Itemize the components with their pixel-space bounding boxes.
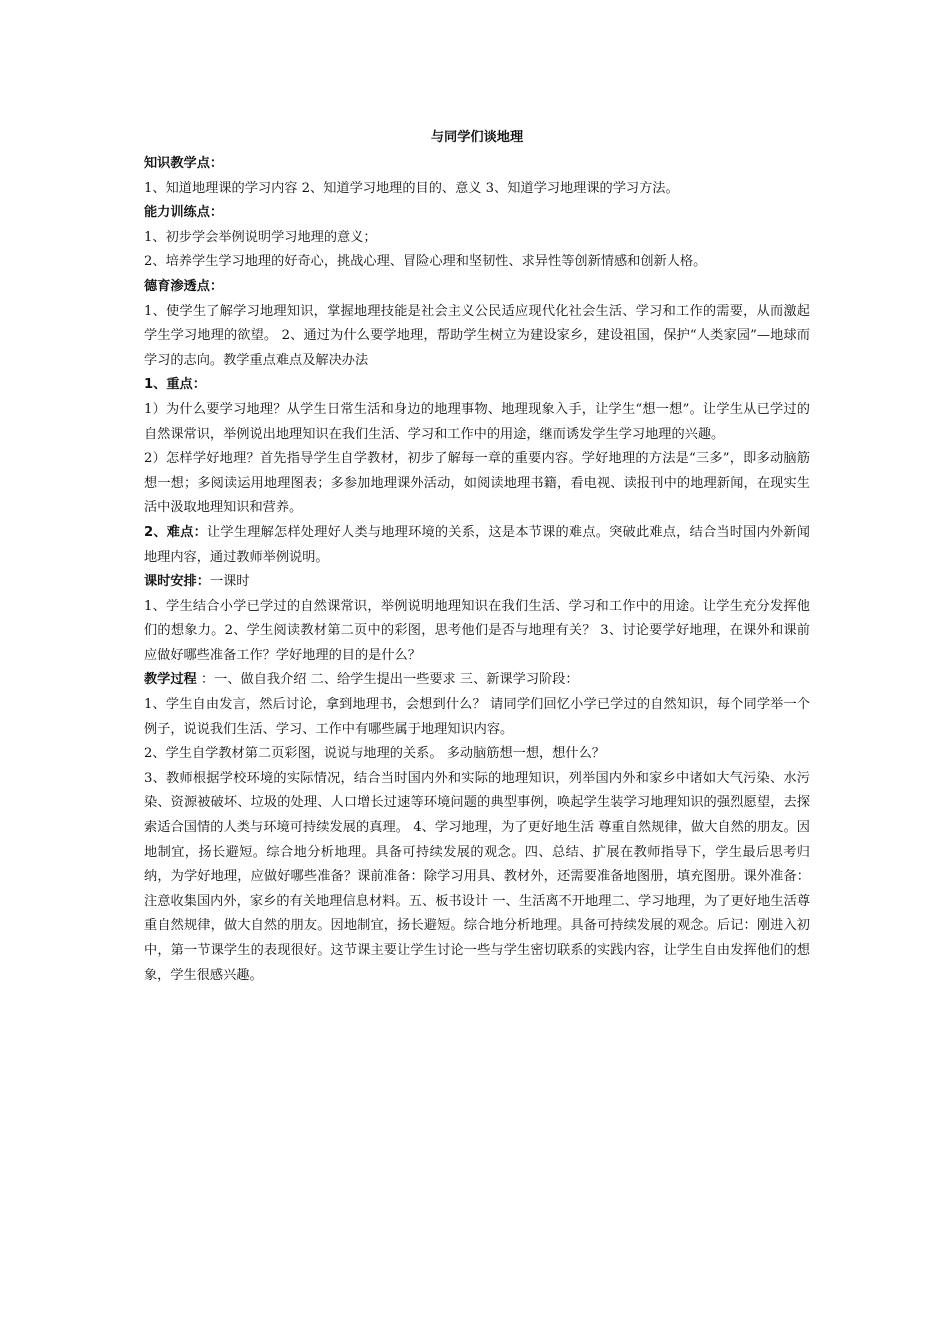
- key-point-paragraph-1: 1）为什么要学习地理？从学生日常生活和身边的地理事物、地理现象入手，让学生“想一想”。让学生从已学过的自然课常识，举例说出地理知识在我们生活、学习和工作中的用途，继而诱发学生学习地理的兴趣。: [144, 401, 810, 442]
- difficulty-paragraph: [144, 521, 810, 570]
- knowledge-heading: 知识教学点：: [144, 156, 224, 171]
- key-point-paragraph-2: 2）怎样学好地理？首先指导学生自学教材，初步了解每一章的重要内容。学好地理的方法是“三多”，即多动脑筋想一想；多阅读运用地理图表；多参加地理课外活动，如阅读地理书籍，看电视、读报刊中的地理新闻，在现实生活中汲取地理知识和营养。: [144, 451, 810, 516]
- document-page: [144, 126, 810, 988]
- ability-paragraph-2: 2、培养学生学习地理的好奇心，挑战心理、冒险心理和坚韧性、求异性等创新情感和创新人格。: [144, 254, 707, 270]
- schedule-text: 一课时: [209, 574, 250, 590]
- document-title: 与同学们谈地理: [430, 130, 524, 145]
- process-label: 教学过程: [144, 672, 197, 688]
- key-point-heading: 1、重点：: [144, 377, 206, 393]
- process-paragraph-1: 1、学生自由发言，然后讨论，拿到地理书，会想到什么？ 请同学们回忆小学已学过的自然知识，每个同学举一个例子，说说我们生活、学习、工作中有哪些属于地理知识内容。: [144, 697, 810, 737]
- difficulty-label: 2、难点：: [144, 524, 208, 540]
- moral-heading: 德育渗透点：: [144, 278, 224, 294]
- ability-paragraph-1: 1、初步学会举例说明学习地理的意义；: [144, 229, 377, 245]
- schedule-label: 课时安排：: [144, 574, 210, 590]
- schedule-line: [144, 570, 810, 595]
- process-line: [144, 668, 810, 693]
- difficulty-text: 让学生理解怎样处理好人类与地理环境的关系，这是本节课的难点。突破此难点，结合当时国内外新闻地理内容，通过教师举例说明。: [144, 524, 810, 565]
- process-paragraph-2: 2、学生自学教材第二页彩图，说说与地理的关系。 多动脑筋想一想，想什么？: [144, 746, 605, 762]
- process-paragraph-3: 3、教师根据学校环境的实际情况，结合当时国内外和实际的地理知识，列举国内外和家乡中诸如大气污染、水污染、资源被破坏、垃圾的处理、人口增长过速等环境问题的典型事例，唤起学生装学习地理知识的强烈愿望，去探索适合国情的人类与环境可持续发展的真理。 4、学习地理，为了更好地生活 尊重自然规律，做大自然的朋友。因地制宜，扬长避短。综合地分析地理。具备可持续发展的观念。四、总结、扩展在教师指导下，学生最后思考归纳，为学好地理，应做好哪些准备？课前准备：除学习用具、教材外，还需要准备地图册，填充图册。课外准备：注意收集国内外，家乡的有关地理信息材料。五、板书设计 一、生活离不开地理二、学习地理，为了更好地生活尊重自然规律，做大自然的朋友。因地制宜，扬长避短。综合地分析地理。具备可持续发展的观念。后记：刚进入初中，第一节课学生的表现很好。这节课主要让学生讨论一些与学生密切联系的实践内容，让学生自由发挥他们的想象，学生很感兴趣。: [144, 770, 810, 983]
- schedule-paragraph: 1、学生结合小学已学过的自然课常识，举例说明地理知识在我们生活、学习和工作中的用途。让学生充分发挥他们的想象力。2、学生阅读教材第二页中的彩图，思考他们是否与地理有关？ 3、讨论要学好地理，在课外和课前应做好哪些准备工作？学好地理的目的是什么？: [144, 598, 810, 663]
- process-text: ：一、做自我介绍 二、给学生提出一些要求 三、新课学习阶段：: [196, 672, 579, 688]
- ability-heading: 能力训练点：: [144, 205, 224, 221]
- knowledge-paragraph: 1、知道地理课的学习内容 2、知道学习地理的目的、意义 3、知道学习地理课的学习方法。: [144, 180, 679, 196]
- moral-paragraph: 1、使学生了解学习地理知识，掌握地理技能是社会主义公民适应现代化社会生活、学习和工作的需要，从而激起学生学习地理的欲望。 2、通过为什么要学地理，帮助学生树立为建设家乡，建设祖国，保护“人类家园”—地球而学习的志向。教学重点难点及解决办法: [144, 303, 810, 368]
